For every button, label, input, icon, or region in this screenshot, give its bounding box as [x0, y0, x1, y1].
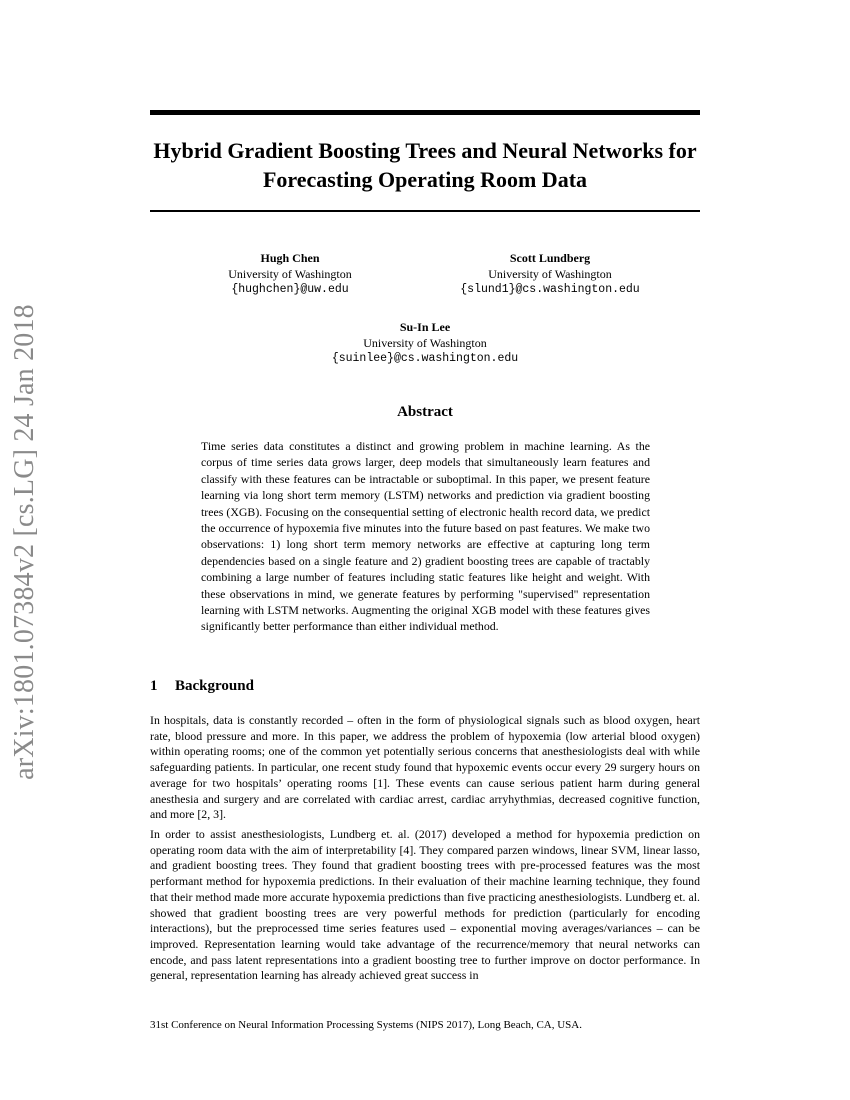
title-rule-bottom: [150, 210, 700, 212]
author-affiliation: University of Washington: [488, 267, 612, 281]
section-number: 1: [150, 678, 158, 694]
author-block: [300, 319, 550, 367]
author-email: {suinlee}@cs.washington.edu: [331, 352, 519, 365]
abstract-text: Time series data constitutes a distinct and growing problem in machine learning. As the corpus of time series data grows larger, deep models that simultaneously learn features and classify with these features can be intractable or suboptimal. In this paper, we present feature learning via long short term memory (LSTM) networks and prediction via gradient boosting trees (XGB). Focusing on the consequential setting of electronic health record data, we predict the occurrence of hypoxemia five minutes into the future based on past features. We make two observations: 1) long short term memory networks are effective at capturing long term dependencies based on a single feature and 2) gradient boosting trees are capable of tractably combining a large number of features including static features like height and weight. With these observations in mind, we generate features by performing "supervised" representation learning with LSTM networks. Augmenting the original XGB model with these features gives significantly better performance than either individual method.: [201, 439, 650, 634]
author-name: Su-In Lee: [399, 320, 451, 334]
author-block: [190, 250, 390, 298]
section-title: Background: [175, 678, 254, 694]
author-email: {hughchen}@uw.edu: [231, 283, 349, 296]
body-paragraph: In hospitals, data is constantly recorded – often in the form of physiological signals such as blood oxygen, heart rate, blood pressure and more. In this paper, we address the problem of hypoxemia (low arterial blood oxygen) within operating rooms; one of the common yet potentially serious concerns that anesthesiologists deal with while safeguarding patients. In particular, one recent study found that hypoxemic events occur every 29 surgery hours on average for two hospitals’ operating rooms [1]. These events can cause serious patient harm during general anesthesia and surgery and are correlated with cardiac arrest, cardiac arryhythmias, decreased cognitive function, and more [2, 3].: [150, 713, 700, 822]
section-heading: [150, 678, 254, 695]
author-email: {slund1}@cs.washington.edu: [460, 283, 640, 296]
author-affiliation: University of Washington: [363, 336, 487, 350]
conference-footnote: 31st Conference on Neural Information Processing Systems (NIPS 2017), Long Beach, CA, USA.: [150, 1019, 582, 1031]
author-name: Hugh Chen: [260, 251, 320, 265]
paper-title: Hybrid Gradient Boosting Trees and Neural Networks for Forecasting Operating Room Data: [153, 138, 697, 192]
author-name: Scott Lundberg: [509, 251, 591, 265]
title-rule-top: [150, 110, 700, 115]
arxiv-watermark: [0, 0, 50, 1100]
abstract-heading: Abstract: [397, 404, 453, 420]
arxiv-id: arXiv:1801.07384v2 [cs.LG] 24 Jan 2018: [9, 304, 40, 780]
author-block: [425, 250, 675, 298]
body-paragraph: In order to assist anesthesiologists, Lundberg et. al. (2017) developed a method for hypoxemia prediction on operating room data with the aim of interpretability [4]. They compared parzen windows, linear SVM, linear lasso, and gradient boosting trees. They found that gradient boosting trees with pre-processed features was the most performant method for hypoxemia predictions. In their evaluation of their machine learning technique, they found that their method made more accurate hypoxemia predictions than five practicing anesthesiologists. Lundberg et. al. showed that gradient boosting trees are very powerful methods for prediction (particularly for encoding interactions), but the preprocessed time series features used – exponential moving averages/variances – can be improved. Representation learning would take advantage of the recurrence/memory that neural networks can encode, and pass latent representations into a gradient boosting tree to further improve on doctor performance. In general, representation learning has already achieved great success in: [150, 827, 700, 983]
author-affiliation: University of Washington: [228, 267, 352, 281]
